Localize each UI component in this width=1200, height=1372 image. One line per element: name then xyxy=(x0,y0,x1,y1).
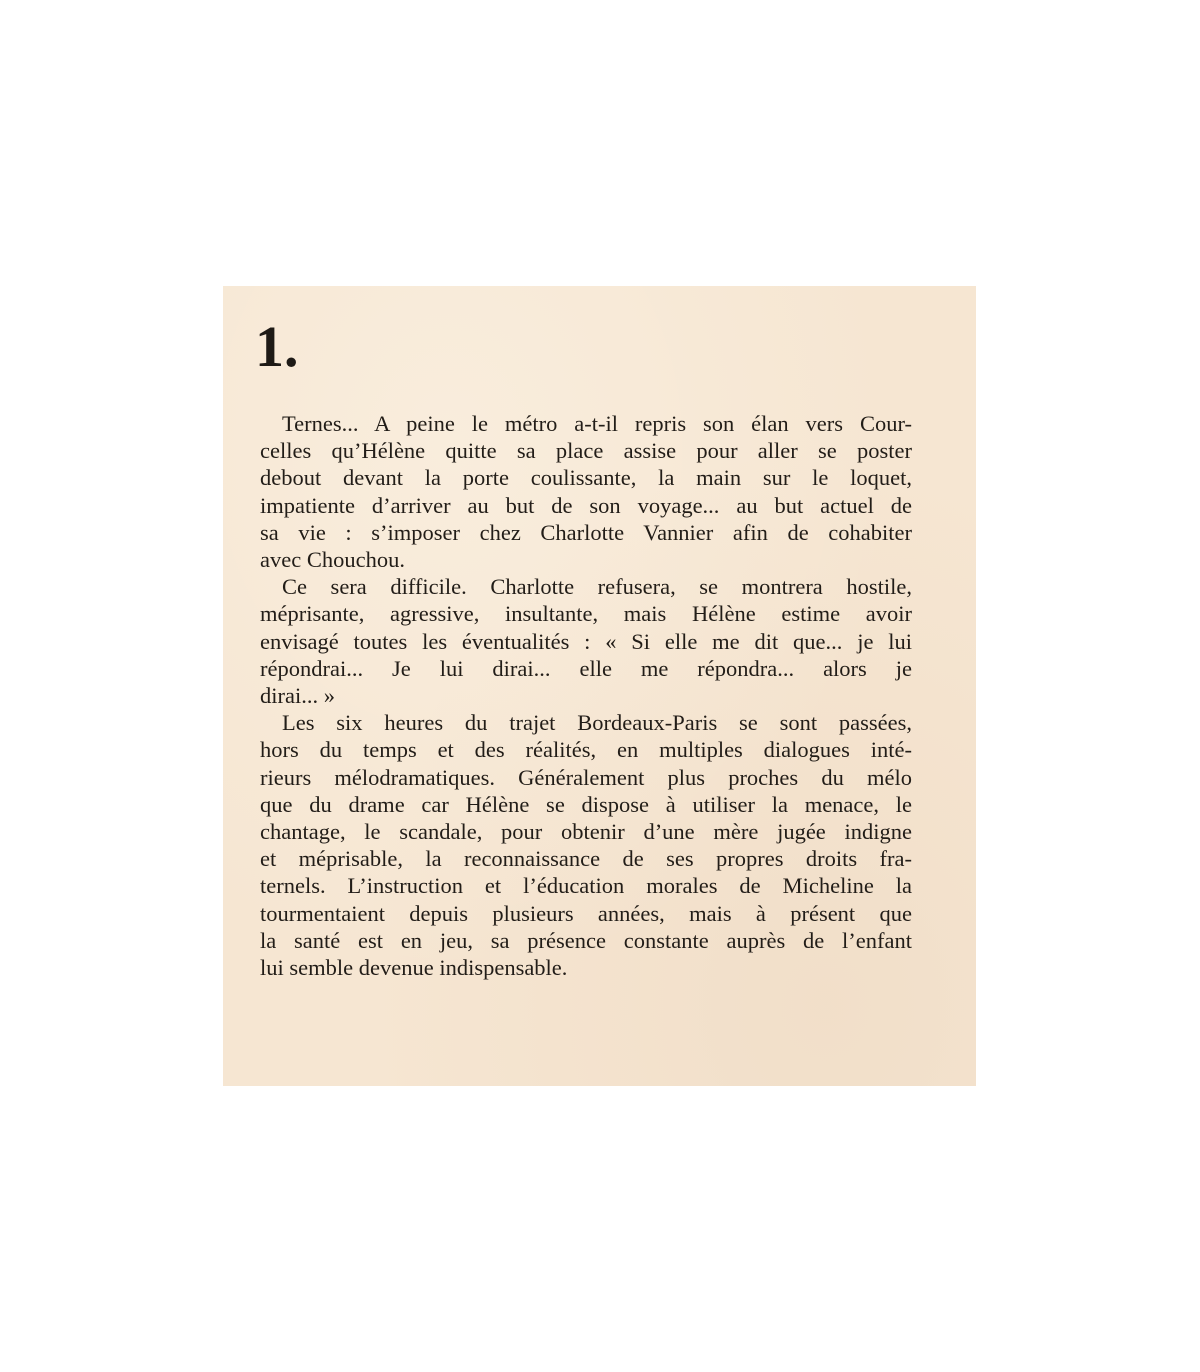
paragraph-2-line-1: Ce sera difficile. Charlotte refusera, se montrera hostile, xyxy=(282,574,912,600)
paragraph-1-line-4: impatiente d’arriver au but de son voyage... au but actuel de xyxy=(260,492,912,518)
paragraph-1-line-2: celles qu’Hélène quitte sa place assise pour aller se poster xyxy=(260,438,912,464)
paragraph-1-line-6: avec Chouchou. xyxy=(260,547,405,573)
paragraph-2-line-4: répondrai... Je lui dirai... elle me répondra... alors je xyxy=(260,655,912,681)
paragraph-3-line-7: ternels. L’instruction et l’éducation morales de Micheline la xyxy=(260,873,912,899)
paragraph-1-line-5: sa vie : s’imposer chez Charlotte Vannier afin de cohabiter xyxy=(260,519,912,545)
paragraph-2-line-2: méprisante, agressive, insultante, mais Hélène estime avoir xyxy=(260,601,912,627)
paragraph-3-line-9: la santé est en jeu, sa présence constante auprès de l’enfant xyxy=(260,927,912,953)
paragraph-1-line-1: Ternes... A peine le métro a-t-il repris son élan vers Cour- xyxy=(282,411,912,436)
paragraph-2-line-5: dirai... » xyxy=(260,683,335,709)
paragraph-3-line-2: hors du temps et des réalités, en multiples dialogues inté- xyxy=(260,737,912,763)
chapter-text xyxy=(260,410,912,981)
paragraph-3-line-5: chantage, le scandale, pour obtenir d’une mère jugée indigne xyxy=(260,819,912,845)
paragraph-3-line-6: et méprisable, la reconnaissance de ses propres droits fra- xyxy=(260,846,912,872)
paragraph-3-line-4: que du drame car Hélène se dispose à utiliser la menace, le xyxy=(260,791,912,817)
paragraph-2-line-3: envisagé toutes les éventualités : « Si elle me dit que... je lui xyxy=(260,628,912,654)
paragraph-3-line-1: Les six heures du trajet Bordeaux-Paris se sont passées, xyxy=(282,710,912,736)
chapter-number: 1. xyxy=(255,314,299,379)
book-page xyxy=(223,286,976,1086)
paragraph-3-line-10: lui semble devenue indispensable. xyxy=(260,955,568,981)
paragraph-1-line-3: debout devant la porte coulissante, la main sur le loquet, xyxy=(260,465,912,491)
paragraph-3-line-3: rieurs mélodramatiques. Généralement plus proches du mélo xyxy=(260,764,912,790)
paragraph-3-line-8: tourmentaient depuis plusieurs années, mais à présent que xyxy=(260,900,912,926)
